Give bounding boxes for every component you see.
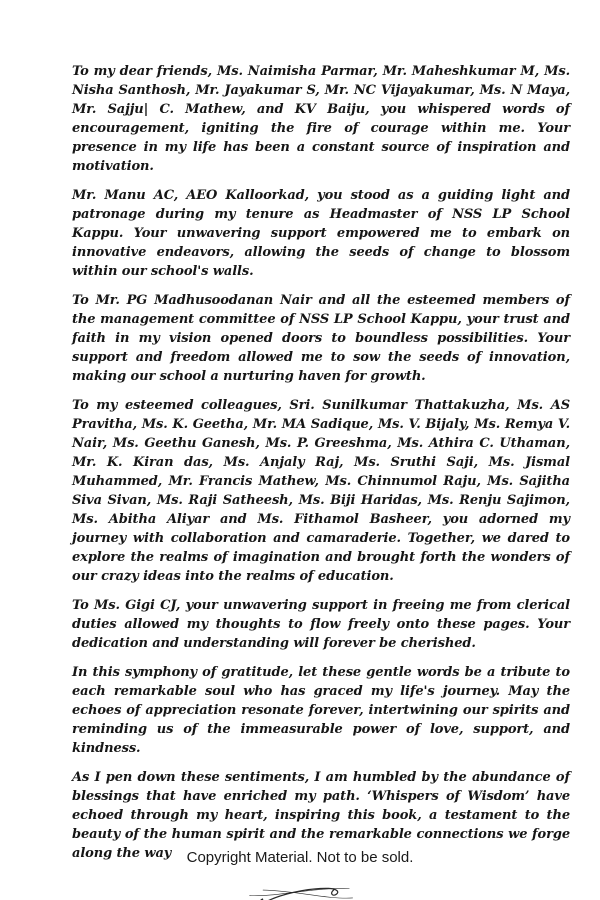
paragraph-closing: As I pen down these sentiments, I am humbled by the abundance of blessings that have enriched my path. ‘Whispers of Wisdom’ have echoed through my heart, inspiring this book, a testament to the beauty of the human spirit and the remarkable connections we forge along the way [72, 770, 570, 861]
paragraph-friends: To my dear friends, Ms. Naimisha Parmar, Mr. Maheshkumar M, Ms. Nisha Santhosh, Mr. Jayakumar S, Mr. NC Vijayakumar, Ms. N Maya, Mr. Sajju| C. Mathew, and KV Baiju, you whispered words of encouragement, igniting the fire of courage within me. Your presence in my life has been a constant source of inspiration and motivation. [72, 64, 570, 174]
paragraph-management-committee: To Mr. PG Madhusoodanan Nair and all the esteemed members of the management committee of NSS LP School Kappu, your trust and faith in my vision opened doors to boundless possibilities. Your support and freedom allowed me to sow the seeds of innovation, making our school a nurturing haven for growth. [72, 293, 570, 384]
paragraph-clerical-support: To Ms. Gigi CJ, your unwavering support in freeing me from clerical duties allowed my thoughts to flow freely onto these pages. Your dedication and understanding will forever be cherished. [72, 598, 570, 651]
paragraph-symphony-of-gratitude: In this symphony of gratitude, let these gentle words be a tribute to each remarkable soul who has graced my life's journey. May the echoes of appreciation resonate forever, intertwining our spirits and reminding us of the immeasurable power of love, support, and kindness. [72, 665, 570, 756]
paragraph-aeo: Mr. Manu AC, AEO Kalloorkad, you stood as a guiding light and patronage during my tenure as Headmaster of NSS LP School Kappu. Your unwavering support empowered me to embark on innovative endeavors, allowing the seeds of change to blossom within our school's walls. [72, 188, 570, 279]
paragraph-colleagues: To my esteemed colleagues, Sri. Sunilkumar Thattakuzha, Ms. AS Pravitha, Ms. K. Geetha, Mr. MA Sadique, Ms. V. Bijaly, Ms. Remya V. Nair, Ms. Geethu Ganesh, Ms. P. Greeshma, Ms. Athira C. Uthaman, Mr. K. Kiran das, Ms. Anjaly Raj, Ms. Sruthi Saji, Ms. Jismal Muhammed, Mr. Francis Mathew, Ms. Chinnumol Raju, Ms. Sajitha Siva Sivan, Ms. Raji Satheesh, Ms. Biji Haridas, Ms. Renju Sajimon, Ms. Abitha Aliyar and Ms. Fithamol Basheer, you adorned my journey with collaboration and camaraderie. Together, we dared to explore the realms of imagination and brought forth the wonders of our crazy ideas into the realms of education. [72, 398, 570, 584]
copyright-notice: Copyright Material. Not to be sold. [186, 849, 414, 866]
flourish-divider-icon [244, 877, 356, 900]
